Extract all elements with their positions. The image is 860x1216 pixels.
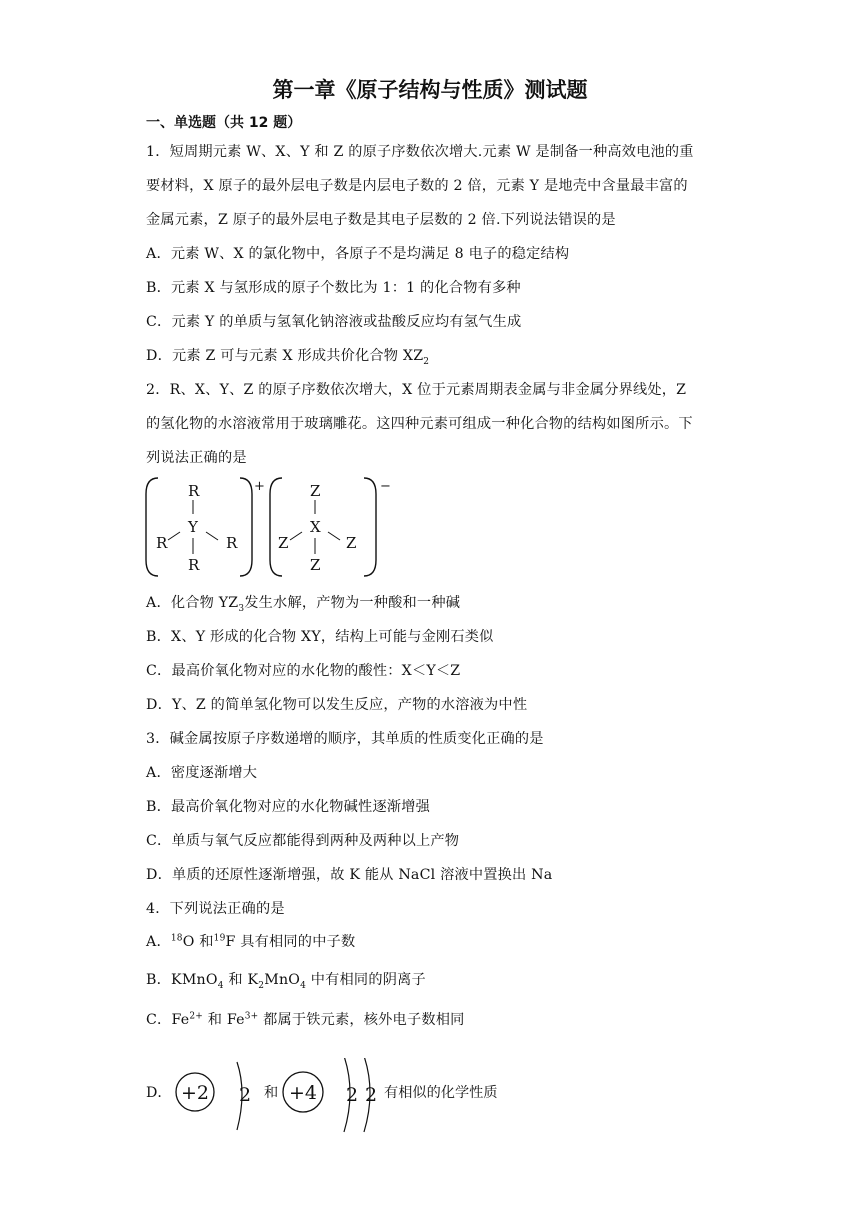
q4-option-b-f2b-sub: 4 [300,980,307,991]
q4-option-b-label: B． [146,972,172,988]
nucleus-charge-1: +2 [180,1082,210,1104]
q4-option-a [146,931,355,951]
q1-option-b: B．元素 X 与氢形成的原子个数比为 1：1 的化合物有多种 [146,280,521,296]
anion-ligand-bottom: Z [310,556,321,574]
cation-bond-right [206,532,218,540]
q4-option-b-f1-sub: 4 [217,980,224,991]
q4-option-b-f1: KMnO [171,972,218,988]
page-title: 第一章《原子结构与性质》测试题 [272,78,588,102]
q4-option-b-mid: 和 [223,972,248,988]
nucleus-charge-2: +4 [288,1082,318,1104]
q2-option-a-post: 发生水解，产物为一种酸和一种碱 [244,595,461,611]
cation-bracket-right [240,478,252,576]
q2-structure-diagram [140,474,400,584]
q4-option-c-f1-sup: 2+ [189,1011,203,1022]
anion-bracket-right [364,478,376,576]
q1-stem-line3: 金属元素，Z 原子的最外层电子数是其电子层数的 2 倍.下列说法错误的是 [146,212,616,228]
q1-option-d-text: D．元素 Z 可与元素 X 形成共价化合物 XZ [146,348,424,364]
q1-option-d-sub: 2 [423,356,430,367]
q4-option-a-sup1: 18 [170,933,183,944]
anion-bracket-left [270,478,282,576]
q3-option-b: B．最高价氧化物对应的水化物碱性逐渐增强 [146,799,430,815]
q3-stem: 3．碱金属按原子序数递增的顺序，其单质的性质变化正确的是 [146,731,544,747]
q3-option-c: C．单质与氧气反应都能得到两种及两种以上产物 [146,833,460,849]
q4-option-b-f2b: MnO [264,972,301,988]
q4-option-c [146,1009,465,1029]
q1-stem-line1: 1．短周期元素 W、X、Y 和 Z 的原子序数依次增大.元素 W 是制备一种高效电池的重 [146,144,694,160]
q3-option-a: A．密度逐渐增大 [146,765,258,781]
cation-charge: + [254,479,265,494]
q4-option-d-label: D． [146,1085,172,1101]
q4-option-b-tail: 中有相同的阴离子 [306,972,426,988]
q3-option-d: D．单质的还原性逐渐增强，故 K 能从 NaCl 溶液中置换出 Na [146,867,553,883]
q4-atom-diagram-1 [175,1058,255,1138]
q4-option-a-sup2: 19 [213,933,226,944]
q1-option-c: C．元素 Y 的单质与氢氧化钠溶液或盐酸反应均有氢气生成 [146,314,522,330]
q2-stem-line1: 2．R、X、Y、Z 的原子序数依次增大，X 位于元素周期表金属与非金属分界线处，Z [146,382,687,398]
q4-option-c-mid: 和 [203,1012,227,1028]
q2-option-b: B．X、Y 形成的化合物 XY，结构上可能与金刚石类似 [146,629,494,645]
cation-bond-left [168,532,180,540]
cation-ligand-right: R [226,534,238,552]
q1-option-a: A．元素 W、X 的氯化物中，各原子不是均满足 8 电子的稳定结构 [146,246,570,262]
q4-option-c-label: C． [146,1012,172,1028]
anion-ligand-top: Z [310,482,321,500]
anion-bond-left [290,532,302,540]
q4-option-b [146,969,426,991]
q4-option-b-f2a-sub: 2 [258,980,265,991]
cation-ligand-bottom: R [188,556,200,574]
shell-electrons-1: 2 [238,1084,252,1106]
q2-stem-line3: 列说法正确的是 [146,450,247,466]
anion-ligand-right: Z [346,534,357,552]
anion-bond-right [328,532,340,540]
q4-option-c-f2: Fe [226,1012,245,1028]
q2-option-c: C．最高价氧化物对应的水化物的酸性：X＜Y＜Z [146,663,461,679]
q4-option-a-el2: F 具有相同的中子数 [225,934,356,950]
shell-electrons-2a: 2 [345,1084,359,1106]
q2-option-a-sub: 3 [238,603,245,614]
q4-option-a-el1: O 和 [182,934,214,950]
anion-ligand-left: Z [278,534,289,552]
q1-stem-line2: 要材料，X 原子的最外层电子数是内层电子数的 2 倍，元素 Y 是地壳中含量最丰富的 [146,178,688,194]
q2-stem-line2: 的氢化物的水溶液常用于玻璃雕花。这四种元素可组成一种化合物的结构如图所示。下 [146,416,693,432]
q4-option-c-f1: Fe [171,1012,190,1028]
q4-option-c-f2-sup: 3+ [244,1011,259,1022]
q1-option-d [146,345,429,367]
anion-center: X [310,518,321,536]
q4-stem: 4．下列说法正确的是 [146,901,285,917]
anion-charge: − [380,479,391,494]
q2-option-d: D．Y、Z 的简单氢化物可以发生反应，产物的水溶液为中性 [146,697,528,713]
q4-option-c-tail: 都属于铁元素，核外电子数相同 [258,1012,465,1028]
q2-option-a-pre: A．化合物 YZ [146,595,239,611]
q2-option-a [146,592,460,614]
cation-bracket-left [146,478,158,576]
cation-ligand-left: R [156,534,168,552]
section-heading: 一、单选题（共 12 题） [146,115,302,131]
q4-option-d-tail: 有相似的化学性质 [384,1085,498,1101]
cation-center: Y [188,518,198,536]
q4-atom-diagram-2 [282,1058,382,1138]
q4-option-d-and: 和 [264,1085,279,1101]
q4-option-b-f2a: K [247,972,259,988]
cation-ligand-top: R [188,482,200,500]
q4-option-a-label: A． [146,934,171,950]
shell-electrons-2b: 2 [364,1084,378,1106]
